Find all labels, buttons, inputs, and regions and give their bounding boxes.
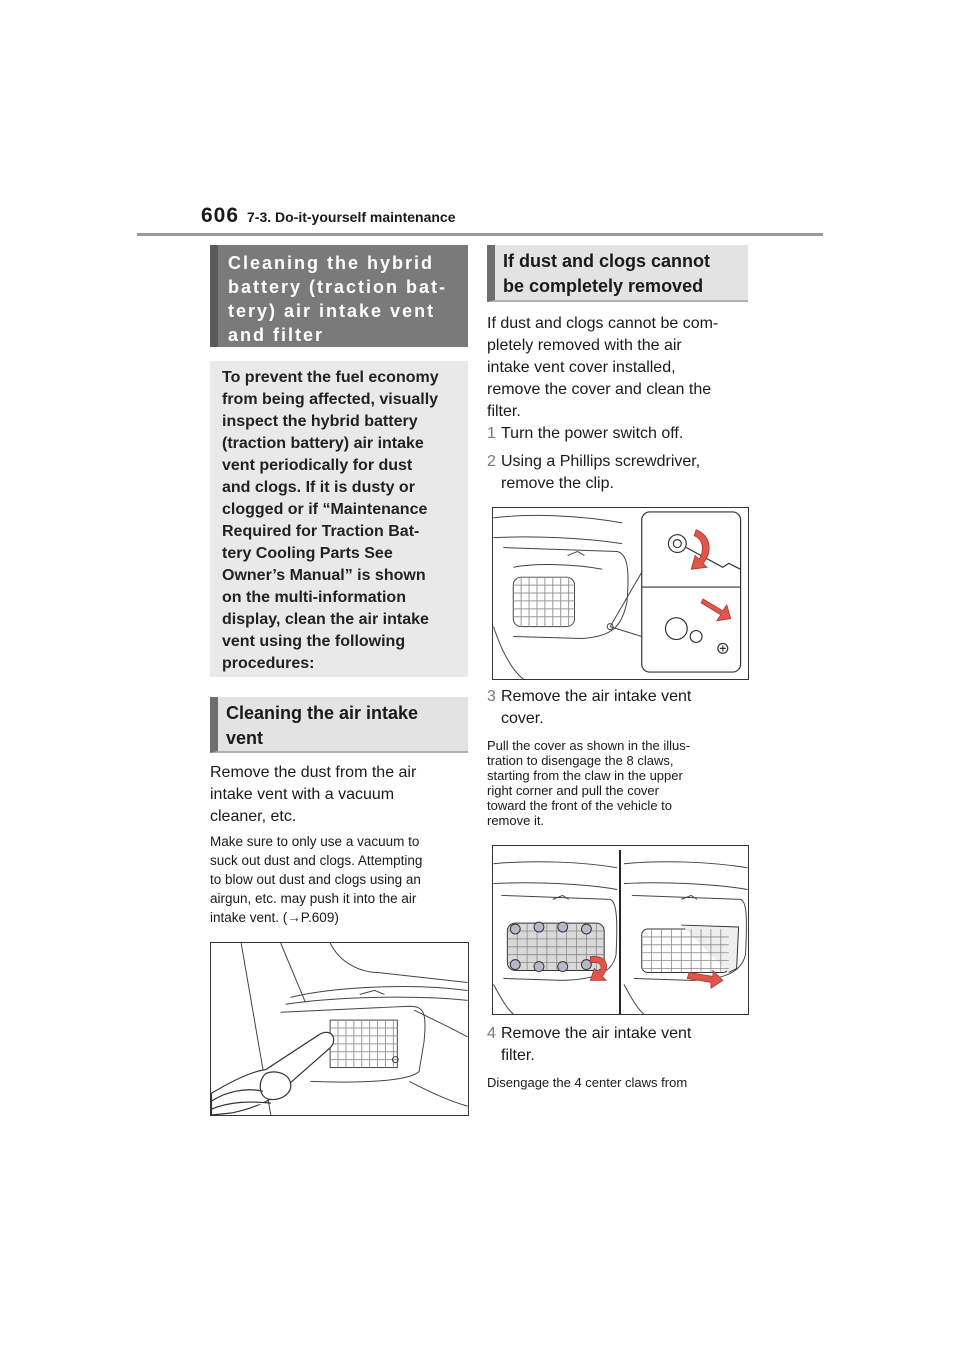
step-line: Remove the air intake vent [501, 688, 692, 705]
step-number: 3 [487, 688, 496, 705]
step-line: cover. [501, 710, 544, 727]
step-number: 2 [487, 453, 496, 470]
note-line: airgun, etc. may push it into the air [210, 891, 417, 906]
header-divider [137, 233, 823, 236]
info-line: display, clean the air intake [222, 611, 429, 628]
vacuum-paragraph [210, 762, 468, 828]
info-line: on the multi-information [222, 589, 406, 606]
remove-cover-illustration [492, 845, 749, 1015]
cover-removal-note [487, 738, 749, 828]
step-number: 1 [487, 425, 496, 442]
clip-illustration-svg [493, 508, 748, 679]
paragraph-line: pletely removed with the air [487, 337, 682, 354]
step-text [501, 451, 737, 495]
step-1 [487, 423, 749, 445]
info-line: clogged or if “Maintenance [222, 501, 428, 518]
subheading-cleaning-air-intake-vent [210, 697, 468, 753]
note-line: Pull the cover as shown in the illus- [487, 738, 691, 753]
note-line: to blow out dust and clogs using an [210, 872, 421, 887]
step-text [501, 423, 737, 445]
step-4 [487, 1023, 749, 1067]
remove-clip-illustration [492, 507, 749, 680]
note-line: suck out dust and clogs. Attempting [210, 853, 423, 868]
step-line: Using a Phillips screwdriver, [501, 453, 701, 470]
vacuum-note [210, 832, 468, 927]
info-line: tery Cooling Parts See [222, 545, 393, 562]
info-line: procedures: [222, 655, 315, 672]
vacuum-illustration-svg [211, 943, 468, 1115]
note-line: toward the front of the vehicle to [487, 798, 672, 813]
filter-removal-note [487, 1075, 749, 1090]
note-line: right corner and pull the cover [487, 783, 659, 798]
heading-line: tery) air intake vent [228, 301, 436, 321]
paragraph-line: Remove the dust from the air [210, 764, 417, 781]
section-title: 7-3. Do-it-yourself maintenance [247, 209, 456, 225]
info-line: vent using the following [222, 633, 406, 650]
step-number: 4 [487, 1025, 496, 1042]
note-line: starting from the claw in the upper [487, 768, 683, 783]
step-line: Remove the air intake vent [501, 1025, 692, 1042]
info-line: To prevent the fuel economy [222, 369, 439, 386]
step-line: filter. [501, 1047, 535, 1064]
paragraph-line: filter. [487, 403, 521, 420]
step-line: remove the clip. [501, 475, 614, 492]
section-heading-cleaning-battery-intake [210, 245, 468, 347]
paragraph-line: remove the cover and clean the [487, 381, 712, 398]
step-text [501, 1023, 737, 1067]
step-3 [487, 686, 749, 730]
info-line: and clogs. If it is dusty or [222, 479, 415, 496]
info-line: (traction battery) air intake [222, 435, 424, 452]
step-2 [487, 451, 749, 495]
heading-line: and filter [228, 325, 325, 345]
heading-line: Cleaning the hybrid [228, 253, 435, 273]
paragraph-line: If dust and clogs cannot be com- [487, 315, 719, 332]
info-box [210, 361, 468, 677]
note-line: tration to disengage the 8 claws, [487, 753, 674, 768]
note-line: Make sure to only use a vacuum to [210, 834, 420, 849]
step-text [501, 686, 737, 730]
note-line: remove it. [487, 813, 545, 828]
paragraph-line: intake vent cover installed, [487, 359, 676, 376]
paragraph-line: intake vent with a vacuum [210, 786, 395, 803]
heading-line: be completely removed [503, 276, 704, 296]
heading-line: If dust and clogs cannot [503, 251, 711, 271]
info-line: from being affected, visually [222, 391, 439, 408]
info-line: Owner’s Manual” is shown [222, 567, 426, 584]
info-line: inspect the hybrid battery [222, 413, 418, 430]
paragraph-line: cleaner, etc. [210, 808, 297, 825]
step-line: Turn the power switch off. [501, 425, 684, 442]
info-line: vent periodically for dust [222, 457, 413, 474]
heading-line: vent [226, 728, 264, 748]
subheading-dust-not-removed [487, 245, 748, 302]
note-line: Disengage the 4 center claws from [487, 1075, 688, 1090]
cover-illustration-svg [493, 846, 748, 1014]
heading-line: battery (traction bat- [228, 277, 448, 297]
page-number: 606 [201, 204, 240, 227]
remove-cover-paragraph [487, 313, 749, 423]
heading-line: Cleaning the air intake [226, 703, 419, 723]
vacuum-cleaning-illustration [210, 942, 469, 1116]
info-line: Required for Traction Bat- [222, 523, 420, 540]
page-reference-link[interactable]: intake vent. (→P.609) [210, 910, 339, 925]
